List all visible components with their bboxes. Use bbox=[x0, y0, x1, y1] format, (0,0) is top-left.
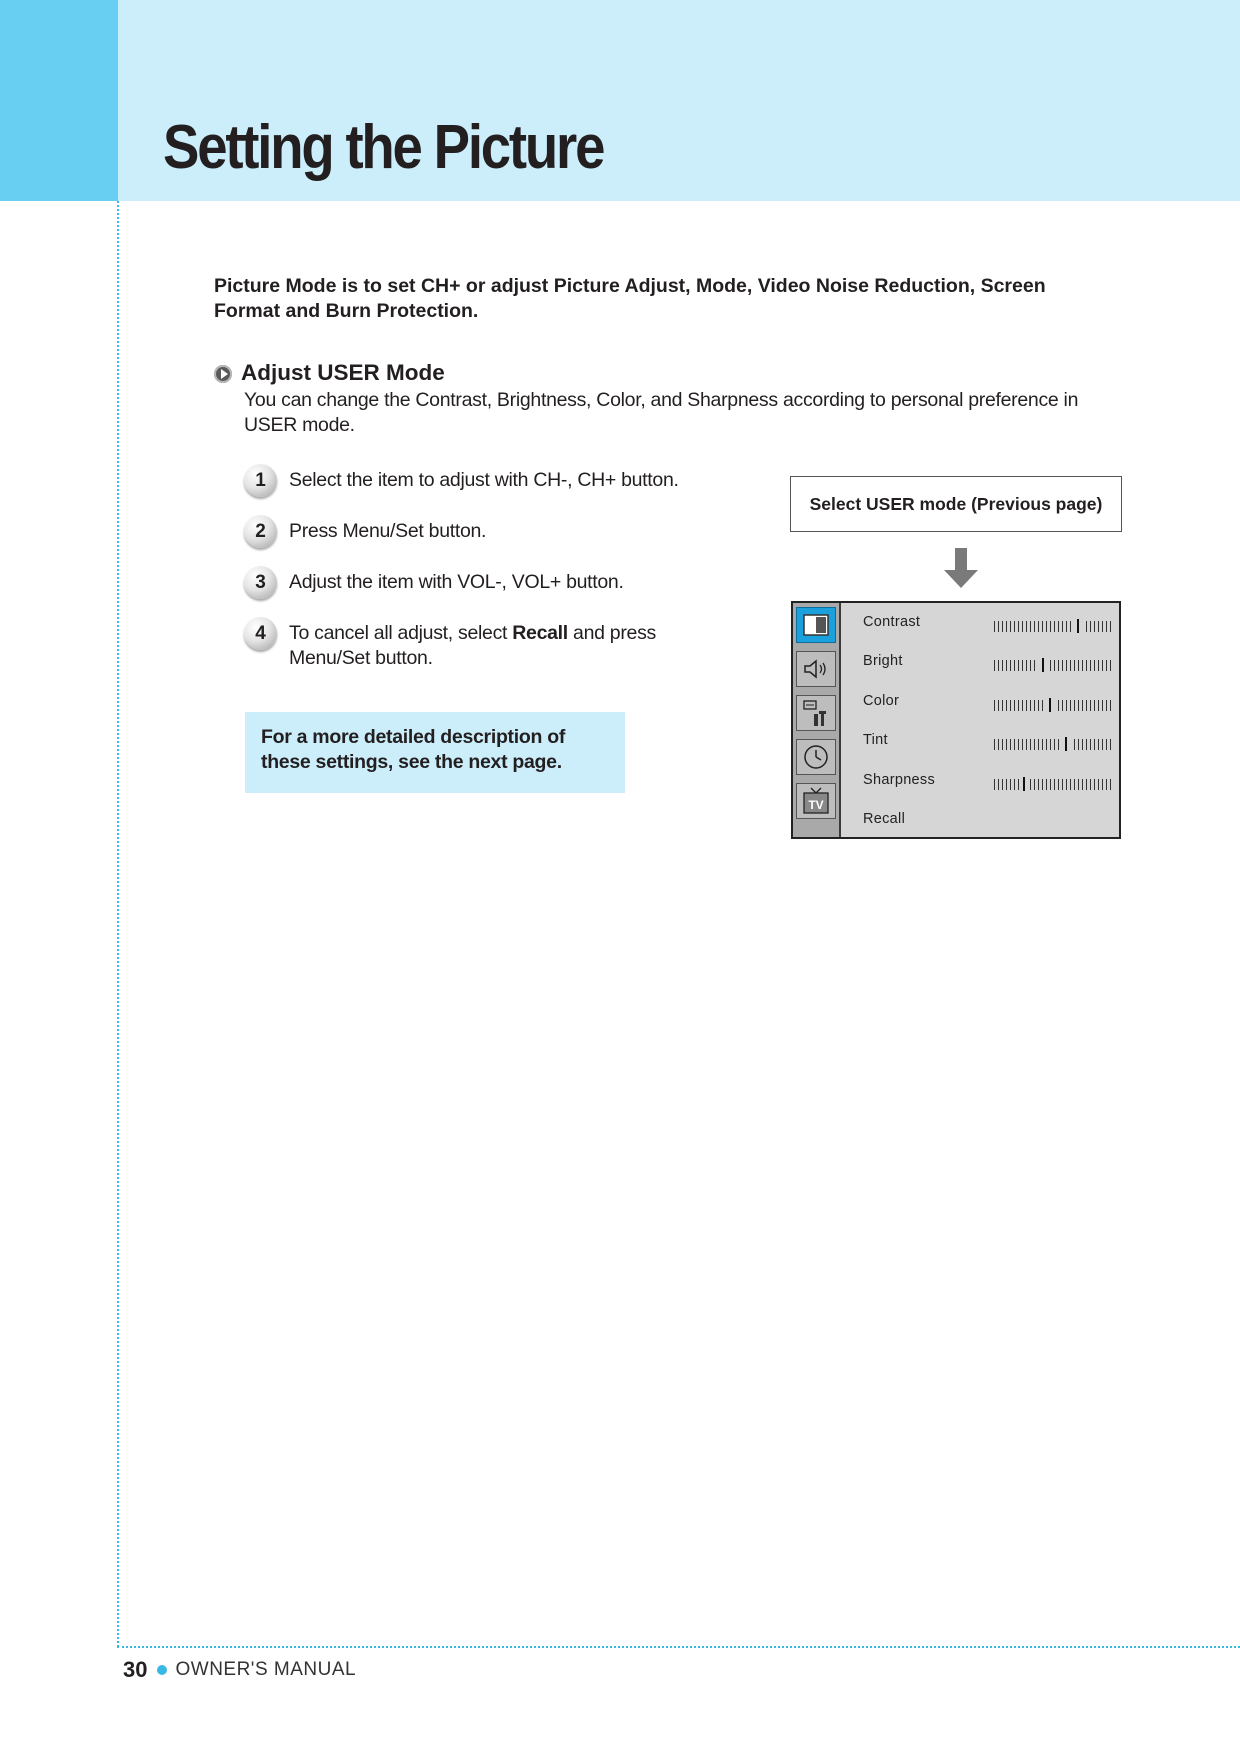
osd-tab-column bbox=[793, 603, 841, 837]
step-text-part: and press Menu/Set button. bbox=[289, 622, 656, 669]
recall-emphasis: Recall bbox=[512, 622, 568, 644]
step-number-badge: 1 bbox=[244, 464, 277, 497]
play-bullet-icon bbox=[214, 365, 232, 383]
note-text: For a more detailed description of these settings, see the next page. bbox=[261, 726, 566, 773]
osd-row-bright[interactable] bbox=[863, 653, 1113, 675]
footer-divider bbox=[117, 1646, 1240, 1648]
callout-label: Select USER mode (Previous page) bbox=[809, 493, 1103, 514]
step-text: Select the item to adjust with CH-, CH+ button. bbox=[289, 469, 679, 491]
osd-label: Color bbox=[863, 693, 900, 709]
page-footer bbox=[123, 1657, 356, 1683]
osd-slider[interactable] bbox=[994, 660, 1111, 671]
page-title: Setting the Picture bbox=[163, 113, 604, 182]
osd-menu-panel bbox=[791, 601, 1121, 839]
header-accent-strip bbox=[0, 0, 118, 201]
step-item bbox=[244, 519, 704, 548]
step-item bbox=[244, 570, 704, 599]
page-number: 30 bbox=[123, 1657, 148, 1682]
setup-tools-icon[interactable] bbox=[796, 695, 836, 731]
osd-slider-marker[interactable] bbox=[1023, 777, 1025, 791]
tv-icon[interactable] bbox=[796, 783, 836, 819]
step-text: Press Menu/Set button. bbox=[289, 520, 487, 542]
step-text: Adjust the item with VOL-, VOL+ button. bbox=[289, 571, 624, 593]
step-text bbox=[289, 621, 704, 671]
section-heading bbox=[214, 360, 445, 386]
intro-paragraph: Picture Mode is to set CH+ or adjust Picture Adjust, Mode, Video Noise Reduction, Screen Format and Burn Protection. bbox=[214, 275, 1046, 322]
osd-slider[interactable] bbox=[994, 739, 1111, 750]
step-item bbox=[244, 621, 704, 671]
callout-box bbox=[790, 476, 1122, 532]
osd-row-color[interactable] bbox=[863, 693, 1113, 715]
footer-dot-icon bbox=[157, 1665, 167, 1675]
picture-icon[interactable] bbox=[796, 607, 836, 643]
osd-row-recall[interactable] bbox=[863, 811, 1113, 833]
section-title: Adjust USER Mode bbox=[241, 360, 445, 385]
osd-slider-marker[interactable] bbox=[1065, 737, 1067, 751]
step-number-badge: 4 bbox=[244, 617, 277, 650]
osd-label: Contrast bbox=[863, 614, 921, 630]
osd-label: Tint bbox=[863, 732, 888, 748]
step-text-part: To cancel all adjust, select bbox=[289, 622, 513, 644]
step-number-badge: 3 bbox=[244, 566, 277, 599]
osd-label: Recall bbox=[863, 811, 906, 827]
osd-row-sharpness[interactable] bbox=[863, 772, 1113, 794]
osd-label: Sharpness bbox=[863, 772, 936, 788]
osd-slider-marker[interactable] bbox=[1049, 698, 1051, 712]
osd-slider[interactable] bbox=[994, 621, 1111, 632]
osd-slider[interactable] bbox=[994, 779, 1111, 790]
tv-icon-label: TV bbox=[808, 798, 824, 812]
section-description: You can change the Contrast, Brightness, Color, and Sharpness according to personal preference in USER mode. bbox=[244, 389, 1079, 436]
step-item bbox=[244, 468, 704, 497]
osd-slider-marker[interactable] bbox=[1042, 658, 1044, 672]
margin-divider bbox=[117, 201, 119, 1647]
osd-label: Bright bbox=[863, 653, 903, 669]
steps-list bbox=[244, 468, 704, 693]
down-arrow-icon bbox=[944, 548, 978, 588]
osd-row-contrast[interactable] bbox=[863, 614, 1113, 636]
clock-icon[interactable] bbox=[796, 739, 836, 775]
footer-label: OWNER'S MANUAL bbox=[175, 1659, 357, 1680]
osd-row-tint[interactable] bbox=[863, 732, 1113, 754]
osd-slider-marker[interactable] bbox=[1077, 619, 1079, 633]
note-box bbox=[245, 712, 625, 793]
osd-slider[interactable] bbox=[994, 700, 1111, 711]
step-number-badge: 2 bbox=[244, 515, 277, 548]
sound-icon[interactable] bbox=[796, 651, 836, 687]
